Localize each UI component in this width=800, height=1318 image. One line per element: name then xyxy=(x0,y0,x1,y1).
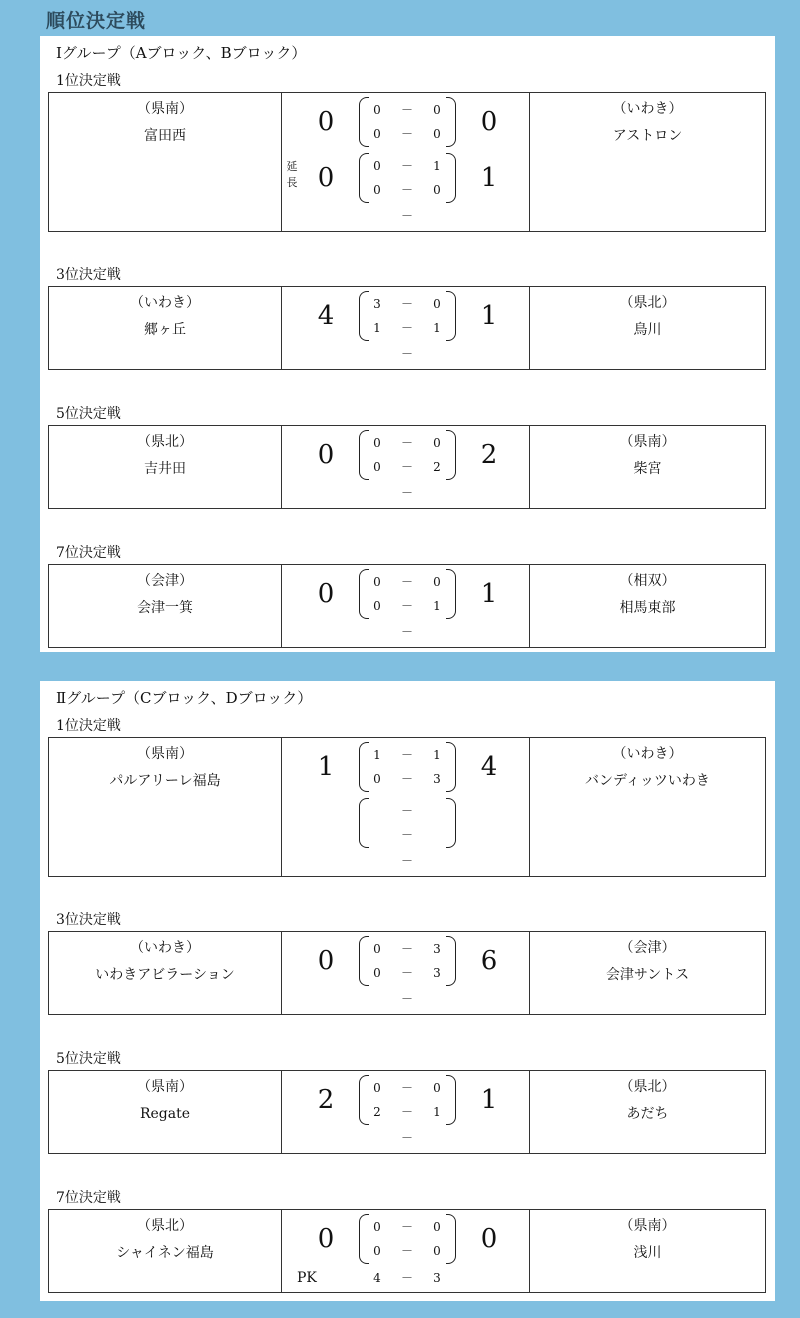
team-region: （相双） xyxy=(619,573,676,589)
team-name: シャイネン福島 xyxy=(116,1245,214,1261)
second-half: 0 － 0 xyxy=(373,127,441,141)
first-half: 0 － 0 xyxy=(373,103,441,117)
match-label: 3位決定戦 xyxy=(56,912,121,928)
bracket-right xyxy=(446,936,456,986)
match-card xyxy=(48,1070,766,1154)
team-region: （いわき） xyxy=(130,940,200,956)
bracket-left xyxy=(359,1214,369,1264)
extra-time-score xyxy=(281,796,530,852)
total-right: 0 xyxy=(480,1224,498,1254)
team-region: （会津） xyxy=(137,573,193,589)
team-name: 会津サントス xyxy=(605,967,690,983)
bracket-right xyxy=(446,798,456,848)
second-half: 0 － 3 xyxy=(373,966,441,980)
team-region: （県南） xyxy=(619,434,676,450)
pk-label: PK xyxy=(297,1270,317,1286)
bracket-left xyxy=(359,153,369,203)
total-left: 1 xyxy=(317,752,335,782)
team-name: Regate xyxy=(139,1106,191,1122)
match-card xyxy=(48,564,766,648)
first-half: 0 － 3 xyxy=(373,942,441,956)
match-card xyxy=(48,931,766,1015)
bracket-right xyxy=(446,569,456,619)
match-card xyxy=(48,737,766,877)
team-right xyxy=(529,932,765,1014)
pk-dash: － xyxy=(400,992,413,1006)
team-right xyxy=(529,426,765,508)
first-half: 0 － 0 xyxy=(373,575,441,589)
second-half: 1 － 1 xyxy=(373,321,441,335)
bracket-right xyxy=(446,1214,456,1264)
regular-score xyxy=(281,428,530,484)
bracket-left xyxy=(359,97,369,147)
team-region: （いわき） xyxy=(612,746,683,762)
total-left: 0 xyxy=(317,440,335,470)
match-card xyxy=(48,286,766,370)
group-title: Ⅰグループ（Aブロック、Bブロック） xyxy=(56,44,307,62)
team-left xyxy=(49,1210,282,1292)
match-label: 7位決定戦 xyxy=(56,1190,121,1206)
total-right: 1 xyxy=(480,301,498,331)
team-left xyxy=(49,565,282,647)
team-region: （県北） xyxy=(619,1079,676,1095)
score-area xyxy=(281,565,530,647)
team-name: バンディッツいわき xyxy=(585,773,710,789)
pk-dash: － xyxy=(400,1131,413,1145)
first-half: 0 － 0 xyxy=(373,1081,441,1095)
team-name: 相馬東部 xyxy=(619,600,676,616)
second-half: 0 － 0 xyxy=(373,183,441,197)
bracket-left xyxy=(359,1075,369,1125)
team-right xyxy=(529,93,765,231)
bracket-left xyxy=(359,798,369,848)
team-name: パルアリーレ福島 xyxy=(109,773,221,789)
first-half: 3 － 0 xyxy=(373,297,441,311)
score-area xyxy=(281,287,530,369)
match-label: 1位決定戦 xyxy=(56,718,121,734)
bracket-right xyxy=(446,153,456,203)
second-half: 0 － 2 xyxy=(373,460,441,474)
team-right xyxy=(529,287,765,369)
match-label: 5位決定戦 xyxy=(56,406,121,422)
second-half: 0 － 0 xyxy=(373,1244,441,1258)
team-region: （県北） xyxy=(137,434,193,450)
regular-score xyxy=(281,740,530,796)
bracket-left xyxy=(359,569,369,619)
match-label: 5位決定戦 xyxy=(56,1051,121,1067)
team-name: 鳥川 xyxy=(633,322,662,338)
match-label: 3位決定戦 xyxy=(56,267,121,283)
pk-score-right: 3 xyxy=(433,1271,441,1285)
total-left: 0 xyxy=(317,163,335,193)
match-card xyxy=(48,425,766,509)
bracket-left xyxy=(359,430,369,480)
team-name: アストロン xyxy=(612,128,683,144)
total-left: 0 xyxy=(317,946,335,976)
second-half: － xyxy=(400,828,413,842)
regular-score xyxy=(281,567,530,623)
bracket-right xyxy=(446,430,456,480)
team-region: （会津） xyxy=(619,940,676,956)
bracket-right xyxy=(446,291,456,341)
team-left xyxy=(49,1071,282,1153)
team-region: （県北） xyxy=(619,295,676,311)
pk-dash: － xyxy=(400,1271,413,1285)
team-name: 柴宮 xyxy=(633,461,662,477)
first-half: － xyxy=(400,804,413,818)
bracket-left xyxy=(359,291,369,341)
total-right: 6 xyxy=(480,946,498,976)
team-name: 吉井田 xyxy=(144,461,186,477)
team-name: 会津一箕 xyxy=(137,600,193,616)
total-right: 1 xyxy=(480,579,498,609)
first-half: 0 － 1 xyxy=(373,159,441,173)
team-region: （県南） xyxy=(137,746,193,762)
total-left: 4 xyxy=(317,301,335,331)
second-half: 0 － 3 xyxy=(373,772,441,786)
bracket-right xyxy=(446,97,456,147)
score-area xyxy=(281,93,530,231)
group-panel-2 xyxy=(40,681,775,1301)
pk-dash: － xyxy=(400,854,413,868)
team-left xyxy=(49,932,282,1014)
regular-score xyxy=(281,95,530,151)
second-half: 0 － 1 xyxy=(373,599,441,613)
team-region: （県北） xyxy=(137,1218,193,1234)
team-right xyxy=(529,565,765,647)
team-name: いわきアビラーション xyxy=(95,967,235,983)
team-region: （県南） xyxy=(137,1079,193,1095)
match-card xyxy=(48,92,766,232)
page-title: 順位決定戦 xyxy=(46,10,147,32)
score-area xyxy=(281,1071,530,1153)
pk-row xyxy=(281,1268,530,1288)
team-region: （県南） xyxy=(619,1218,676,1234)
total-right: 1 xyxy=(480,163,498,193)
team-region: （いわき） xyxy=(130,295,200,311)
score-area xyxy=(281,1210,530,1292)
team-right xyxy=(529,738,765,876)
regular-score xyxy=(281,1073,530,1129)
team-left xyxy=(49,426,282,508)
team-right xyxy=(529,1071,765,1153)
first-half: 0 － 0 xyxy=(373,436,441,450)
regular-score xyxy=(281,289,530,345)
pk-score-left: 4 xyxy=(373,1271,381,1285)
regular-score xyxy=(281,1212,530,1268)
score-area xyxy=(281,932,530,1014)
team-left xyxy=(49,287,282,369)
team-right xyxy=(529,1210,765,1292)
match-label: 1位決定戦 xyxy=(56,73,121,89)
total-right: 4 xyxy=(480,752,498,782)
bracket-left xyxy=(359,742,369,792)
group-panel-1 xyxy=(40,36,775,652)
second-half: 2 － 1 xyxy=(373,1105,441,1119)
first-half: 1 － 1 xyxy=(373,748,441,762)
match-label: 7位決定戦 xyxy=(56,545,121,561)
extra-time-score xyxy=(281,151,530,207)
total-left: 2 xyxy=(317,1085,335,1115)
team-region: （県南） xyxy=(137,101,193,117)
bracket-right xyxy=(446,1075,456,1125)
group-title: Ⅱグループ（Cブロック、Dブロック） xyxy=(56,689,313,707)
score-area xyxy=(281,738,530,876)
score-area xyxy=(281,426,530,508)
pk-dash: － xyxy=(400,486,413,500)
total-right: 2 xyxy=(480,440,498,470)
extra-time-label: 延 長 xyxy=(286,160,298,189)
team-left xyxy=(49,738,282,876)
total-right: 0 xyxy=(480,107,498,137)
team-name: あだち xyxy=(626,1106,669,1122)
total-right: 1 xyxy=(480,1085,498,1115)
total-left: 0 xyxy=(317,1224,335,1254)
team-name: 浅川 xyxy=(633,1245,662,1261)
bracket-right xyxy=(446,742,456,792)
team-name: 郷ヶ丘 xyxy=(144,322,186,338)
match-card xyxy=(48,1209,766,1293)
pk-dash: － xyxy=(400,625,413,639)
pk-dash: － xyxy=(400,347,413,361)
total-left: 0 xyxy=(317,107,335,137)
regular-score xyxy=(281,934,530,990)
pk-dash: － xyxy=(400,209,413,223)
first-half: 0 － 0 xyxy=(373,1220,441,1234)
total-left: 0 xyxy=(317,579,335,609)
bracket-left xyxy=(359,936,369,986)
team-left xyxy=(49,93,282,231)
team-name: 富田西 xyxy=(144,128,186,144)
team-region: （いわき） xyxy=(612,101,683,117)
